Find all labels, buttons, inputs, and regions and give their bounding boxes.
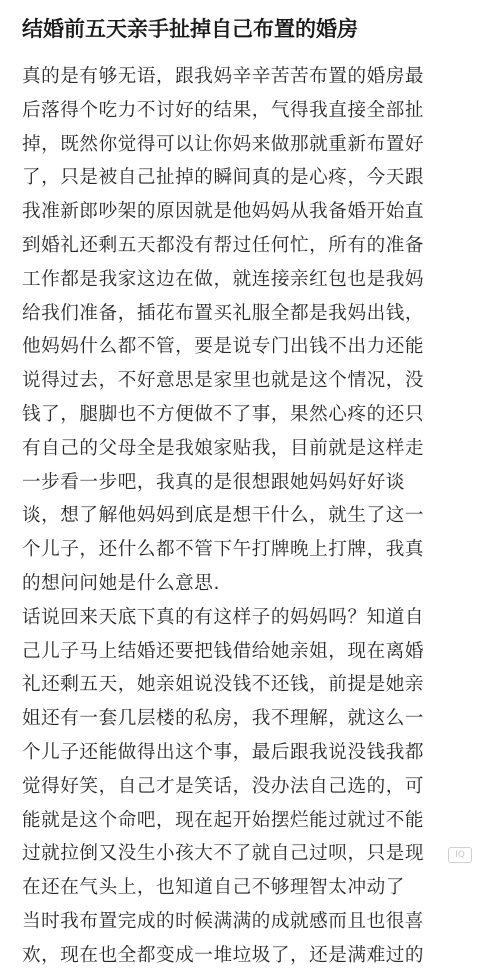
post-title: 结婚前五天亲手扯掉自己布置的婚房: [22, 17, 358, 41]
paragraph-2: [22, 601, 458, 973]
paragraph-1: [22, 60, 458, 601]
text-line: 掉，既然你觉得可以让你妈来做那就重新布置好: [22, 133, 425, 155]
text-line: 后落得个吃力不讨好的结果，气得我直接全部扯: [22, 99, 425, 121]
text-line: 一步看一步吧，我真的是很想跟她妈妈好好谈: [22, 471, 405, 493]
text-line: 欢，现在也全都变成一堆垃圾了，还是满难过的: [22, 944, 425, 966]
text-line: 谈，想了解他妈妈到底是想干什么，就生了这一: [22, 505, 425, 527]
text-line: 话说回来天底下真的有这样子的妈妈吗？知道自: [22, 606, 425, 628]
text-line: 了，只是被自己扯掉的瞬间真的是心疼，今天跟: [22, 167, 425, 189]
text-line: 说得过去，不好意思是家里也就是这个情况，没: [22, 370, 425, 392]
text-line: 个儿子，还什么都不管下午打牌晚上打牌，我真: [22, 539, 425, 561]
text-line: 当时我布置完成的时候满满的成就感而且也很喜: [22, 910, 425, 932]
text-line: 过就拉倒又没生小孩大不了就自己过呗，只是现: [22, 843, 425, 865]
text-line: 有自己的父母全是我娘家贴我，目前就是这样走: [22, 437, 425, 459]
text-line: 个儿子还能做得出这个事，最后跟我说没钱我都: [22, 741, 425, 763]
text-line: 到婚礼还剩五天都没有帮过任何忙，所有的准备: [22, 234, 425, 256]
text-line: 礼还剩五天，她亲姐说没钱不还钱，前提是她亲: [22, 674, 425, 696]
text-line: 在还在气头上，也知道自己不够理智太冲动了: [22, 877, 405, 899]
watermark-logo: IQ: [448, 847, 472, 863]
text-line: 我准新郎吵架的原因就是他妈妈从我备婚开始直: [22, 201, 425, 223]
text-line: 觉得好笑，自己才是笑话，没办法自己选的，可: [22, 775, 425, 797]
text-line: 给我们准备，插花布置买礼服全都是我妈出钱，: [22, 302, 425, 324]
text-line: 工作都是我家这边在做，就连接亲红包也是我妈: [22, 268, 425, 290]
text-line: 钱了，腿脚也不方便做不了事，果然心疼的还只: [22, 403, 425, 425]
text-line: 他妈妈什么都不管，要是说专门出钱不出力还能: [22, 336, 425, 358]
text-line: 己儿子马上结婚还要把钱借给她亲姐，现在离婚: [22, 640, 425, 662]
text-line: 真的是有够无语，跟我妈辛辛苦苦布置的婚房最: [22, 66, 425, 87]
text-line: 姐还有一套几层楼的私房，我不理解，就这么一: [22, 708, 425, 730]
text-line: 能就是这个命吧，现在起开始摆烂能过就过不能: [22, 809, 425, 831]
text-line: 的想问问她是什么意思.: [22, 572, 220, 594]
